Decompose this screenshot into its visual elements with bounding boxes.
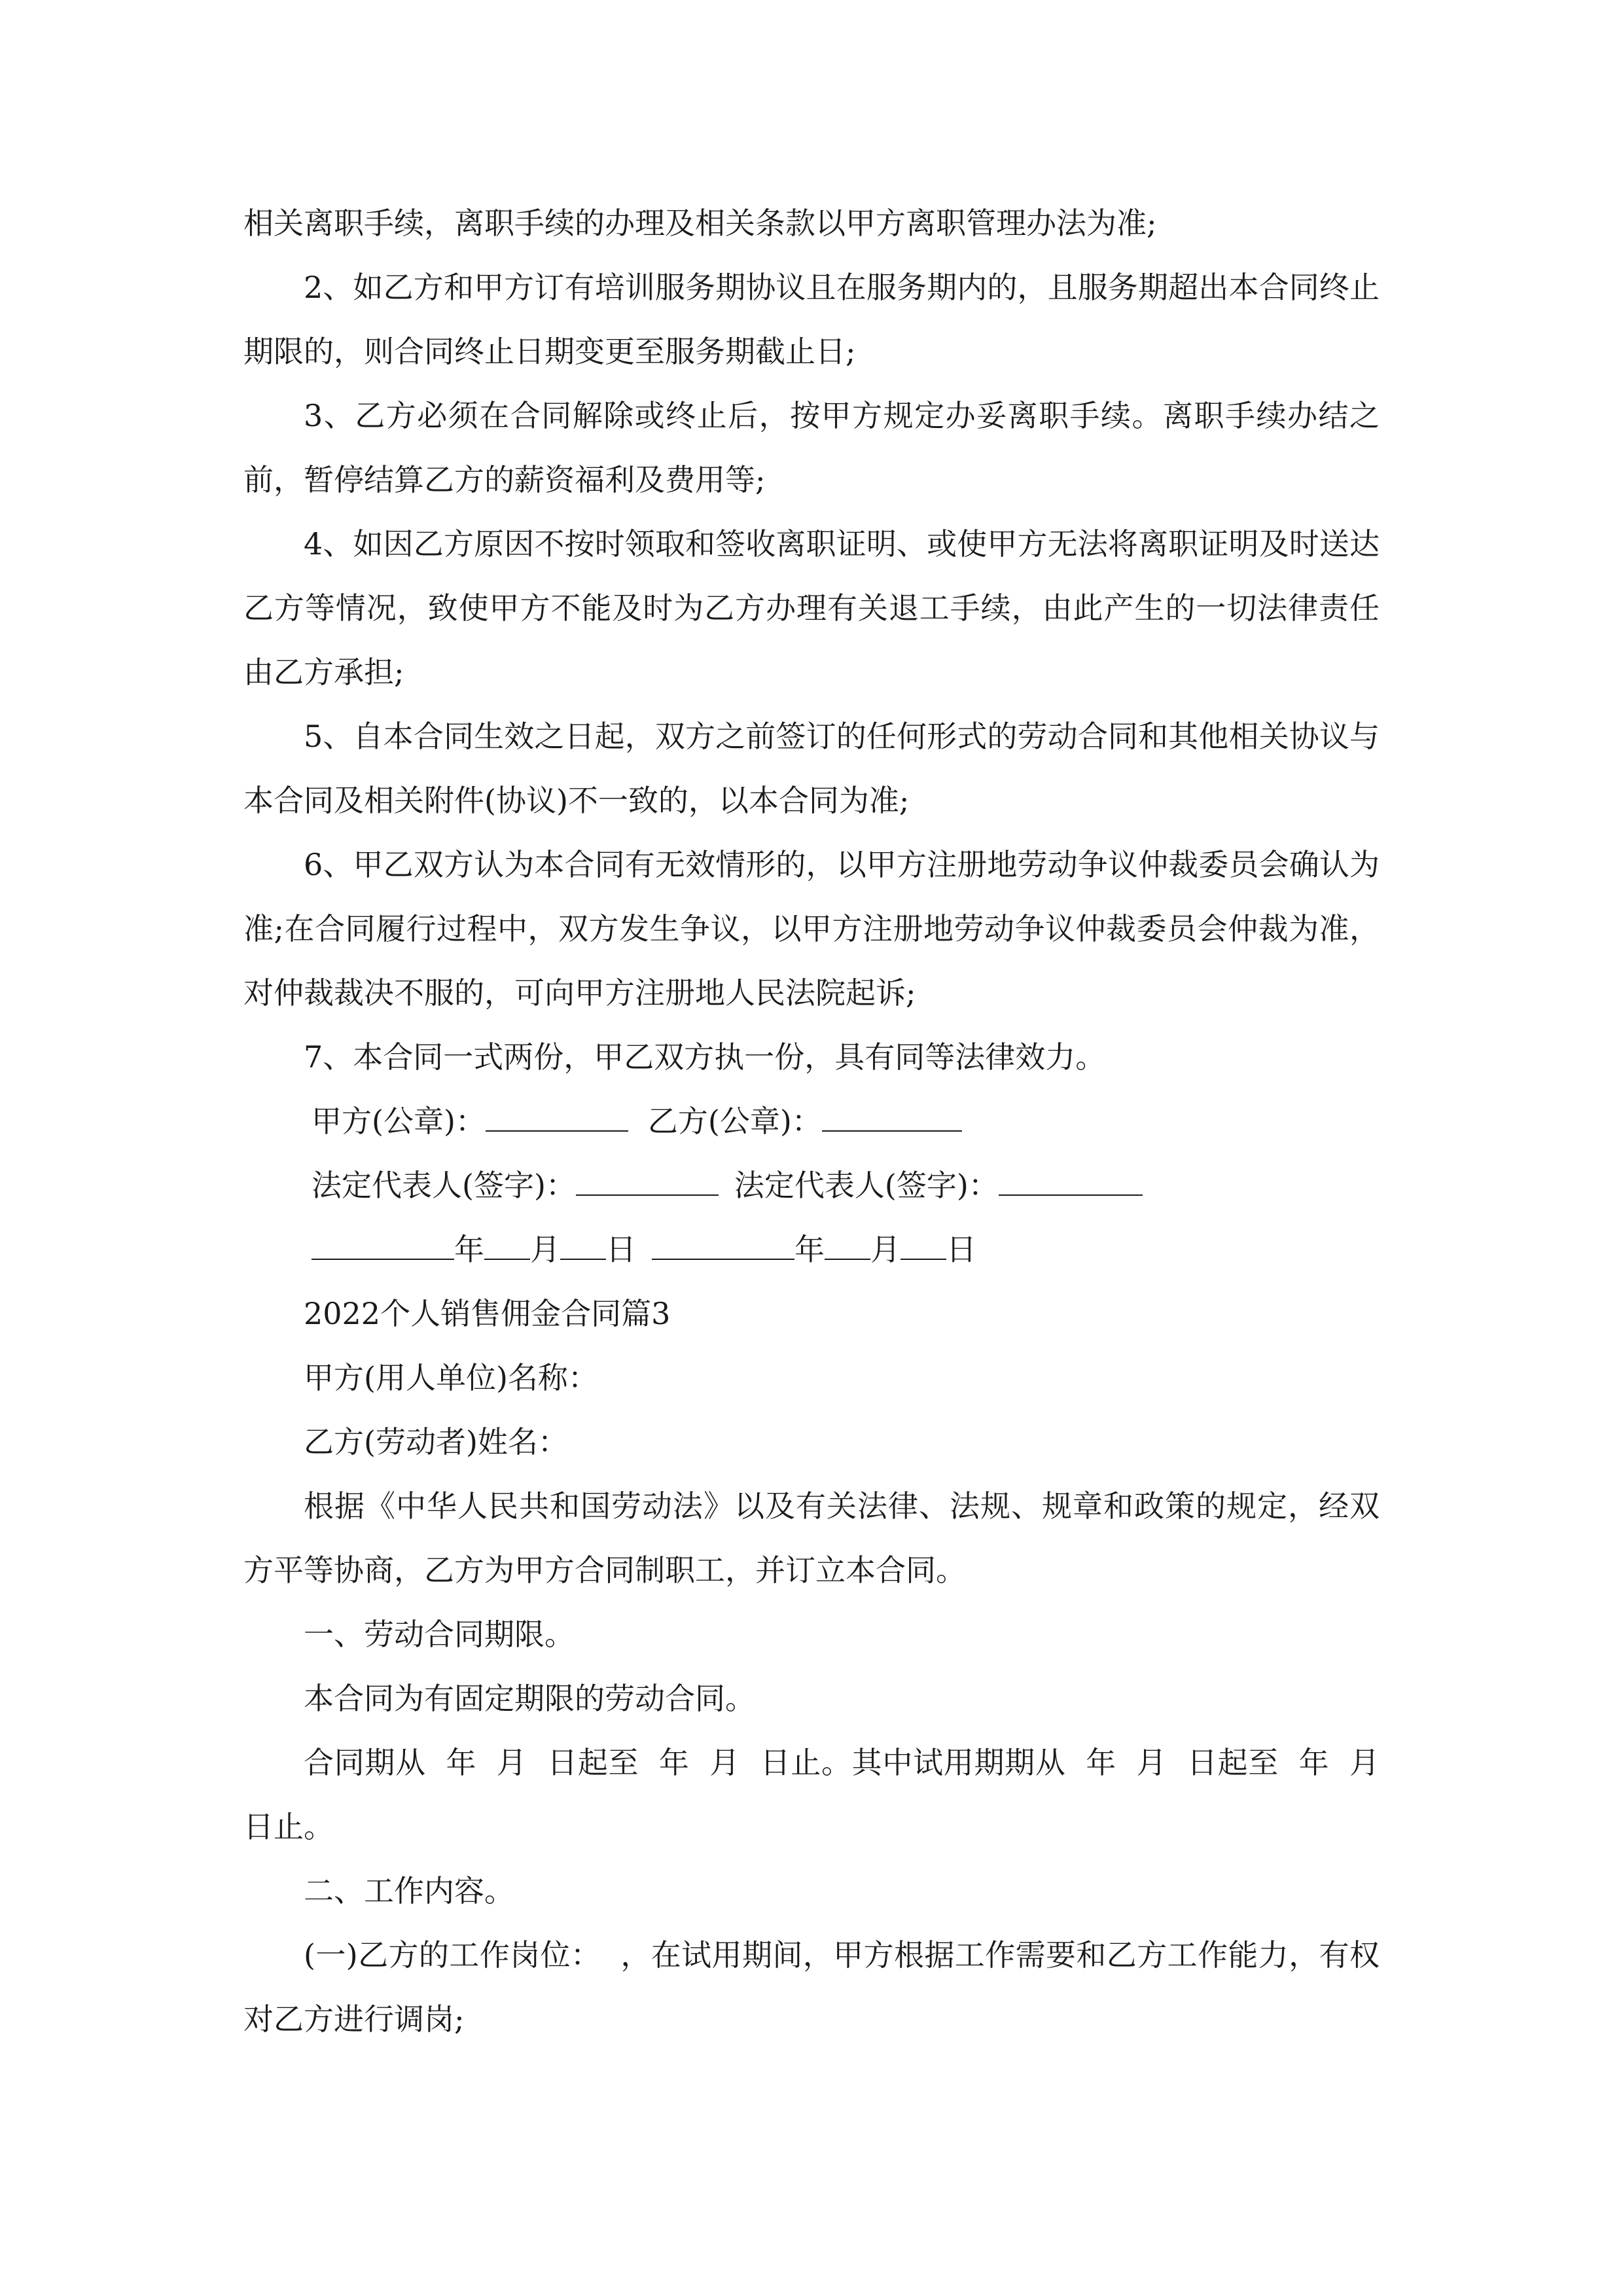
- seal-line: [243, 1089, 1380, 1153]
- date-line: [243, 1217, 1380, 1282]
- clause-2: 2、如乙方和甲方订有培训服务期协议且在服务期内的，且服务期超出本合同终止期限的，则合同终止日期变更至服务期截止日;: [243, 270, 1380, 369]
- section-title: 2022个人销售佣金合同篇3: [304, 1296, 671, 1331]
- legal-rep-b-label: 法定代表人(签字)：: [734, 1168, 999, 1203]
- year-label-a: 年: [454, 1232, 484, 1267]
- paragraph-continuation: 相关离职手续，离职手续的办理及相关条款以甲方离职管理办法为准;: [243, 206, 1157, 241]
- term-type: 本合同为有固定期限的劳动合同。: [304, 1681, 755, 1716]
- day-blank-a: [560, 1232, 606, 1260]
- legal-rep-a-blank: [576, 1168, 719, 1196]
- term-period: 合同期从 年 月 日起至 年 月 日止。其中试用期期从 年 月 日起至 年 月 日止。: [243, 1745, 1399, 1844]
- year-label-b: 年: [794, 1232, 825, 1267]
- legal-rep-b-blank: [999, 1168, 1143, 1196]
- party-a-seal-blank: [486, 1104, 628, 1132]
- day-blank-b: [901, 1232, 946, 1260]
- job-position: (一)乙方的工作岗位： ，在试用期间，甲方根据工作需要和乙方工作能力，有权对乙方进行调岗;: [243, 1937, 1380, 2037]
- clause-7: 7、本合同一式两份，甲乙双方执一份，具有同等法律效力。: [304, 1039, 1106, 1075]
- employer-name-label: 甲方(用人单位)名称：: [304, 1360, 598, 1395]
- clause-5: 5、自本合同生效之日起，双方之前签订的任何形式的劳动合同和其他相关协议与本合同及相关附件(协议)不一致的，以本合同为准;: [243, 719, 1380, 818]
- heading-job-content: 二、工作内容。: [304, 1873, 514, 1909]
- day-label-a: 日: [606, 1232, 636, 1267]
- day-label-b: 日: [946, 1232, 976, 1267]
- month-label-a: 月: [530, 1232, 560, 1267]
- clause-4: 4、如因乙方原因不按时领取和签收离职证明、或使甲方无法将离职证明及时送达乙方等情况，致使甲方不能及时为乙方办理有关退工手续，由此产生的一切法律责任由乙方承担;: [243, 526, 1380, 690]
- month-blank-b: [825, 1232, 870, 1260]
- clause-3: 3、乙方必须在合同解除或终止后，按甲方规定办妥离职手续。离职手续办结之前，暂停结算乙方的薪资福利及费用等;: [243, 398, 1380, 497]
- year-blank-a: [312, 1232, 454, 1260]
- employee-name-label: 乙方(劳动者)姓名：: [304, 1424, 568, 1460]
- intro-paragraph: 根据《中华人民共和国劳动法》以及有关法律、法规、规章和政策的规定，经双方平等协商，乙方为甲方合同制职工，并订立本合同。: [243, 1488, 1380, 1588]
- party-b-seal-blank: [822, 1104, 962, 1132]
- clause-6: 6、甲乙双方认为本合同有无效情形的，以甲方注册地劳动争议仲裁委员会确认为准;在合同履行过程中，双方发生争议，以甲方注册地劳动争议仲裁委员会仲裁为准，对仲裁裁决不服的，可向甲方注册地人民法院起诉;: [243, 847, 1380, 1011]
- party-b-seal-label: 乙方(公章)：: [647, 1103, 822, 1139]
- document-body: [243, 191, 1399, 2051]
- month-blank-a: [484, 1232, 530, 1260]
- legal-rep-line: [243, 1153, 1380, 1217]
- party-a-seal-label: 甲方(公章)：: [312, 1103, 486, 1139]
- month-label-b: 月: [870, 1232, 901, 1267]
- heading-contract-term: 一、劳动合同期限。: [304, 1617, 575, 1652]
- legal-rep-a-label: 法定代表人(签字)：: [312, 1168, 576, 1203]
- year-blank-b: [652, 1232, 794, 1260]
